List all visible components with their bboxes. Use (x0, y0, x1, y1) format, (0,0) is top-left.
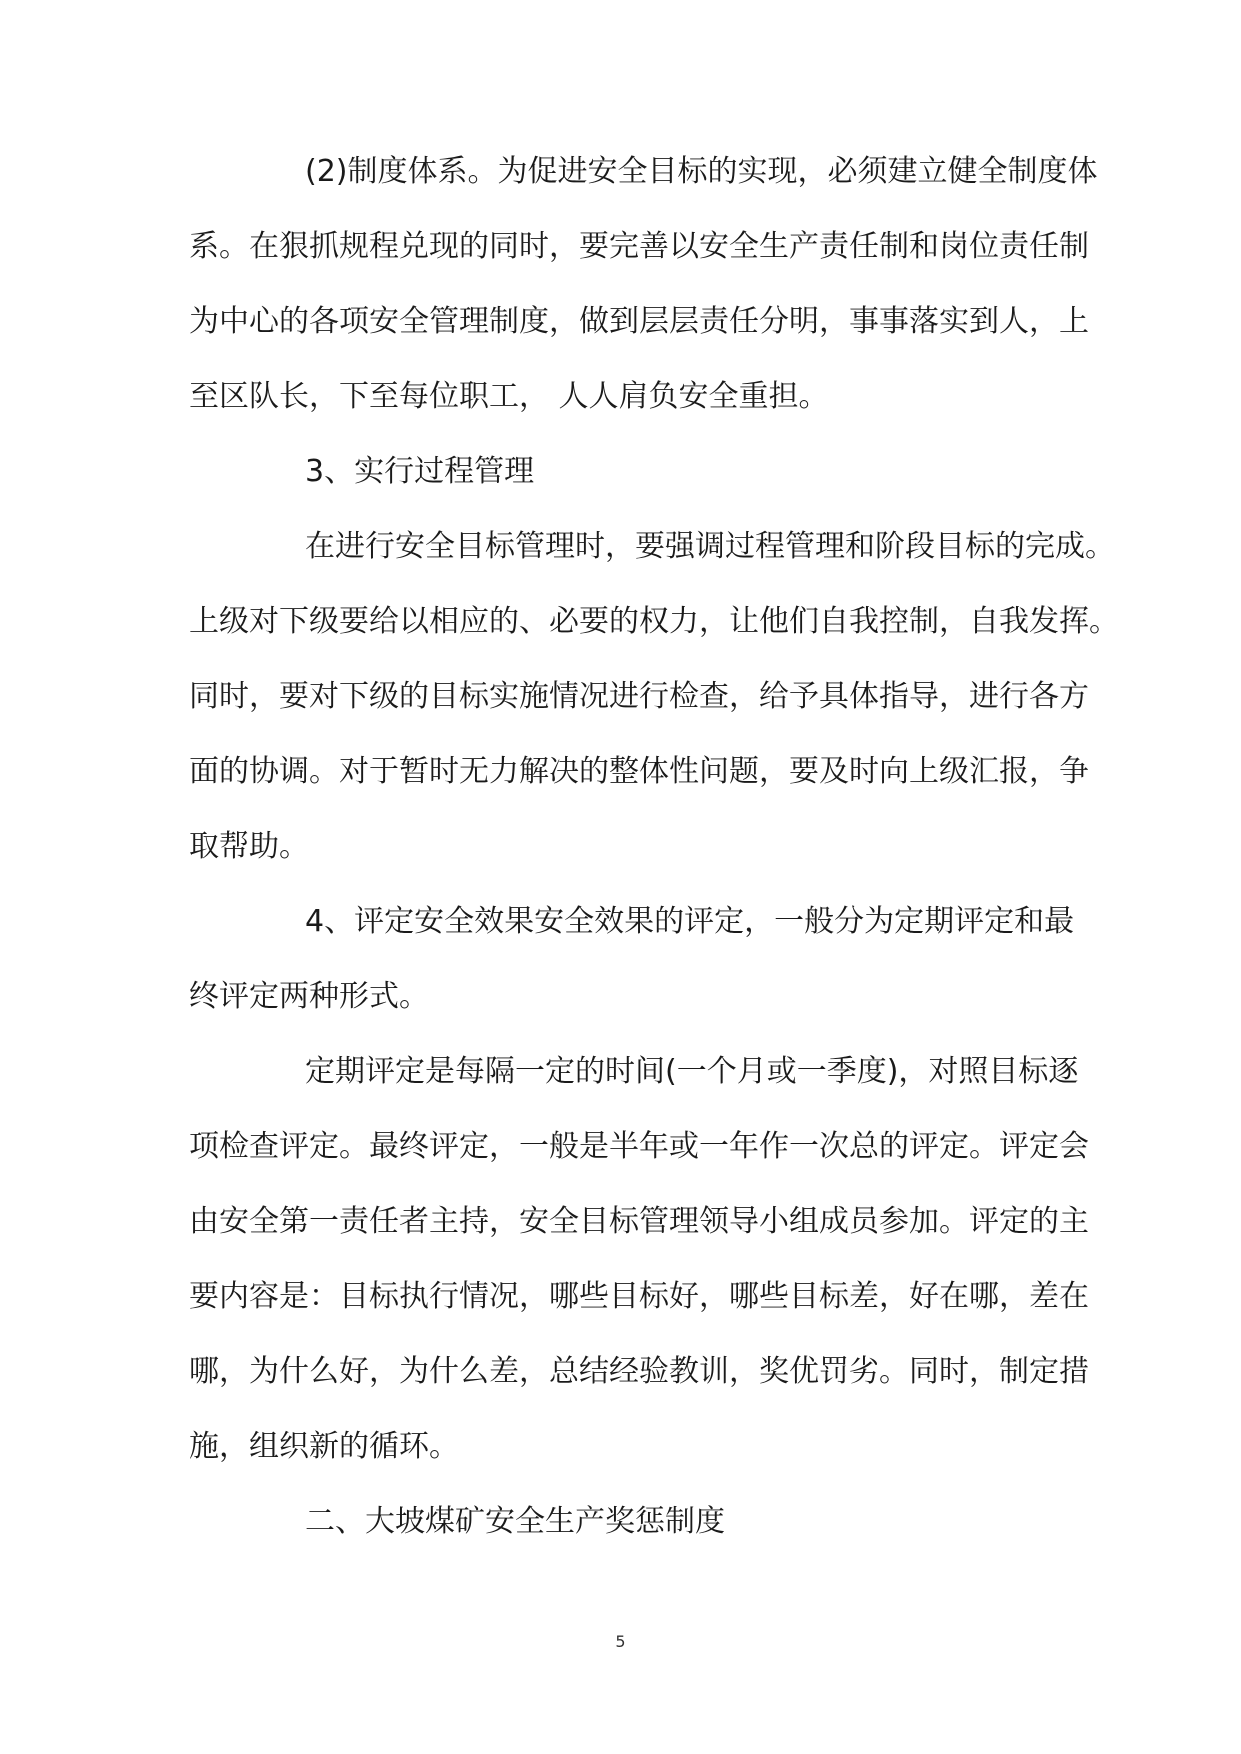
paragraph-line: 面的协调。对于暂时无力解决的整体性问题，要及时向上级汇报，争 (189, 754, 1089, 789)
paragraph-line: 为中心的各项安全管理制度，做到层层责任分明，事事落实到人，上 (189, 304, 1089, 339)
paragraph-line: 至区队长，下至每位职工， 人人肩负安全重担。 (189, 379, 829, 414)
paragraph-line: 在进行安全目标管理时，要强调过程管理和阶段目标的完成。 (305, 529, 1115, 564)
paragraph-line: 要内容是：目标执行情况，哪些目标好，哪些目标差，好在哪，差在 (189, 1279, 1089, 1314)
section-heading: 二、大坡煤矿安全生产奖惩制度 (305, 1504, 725, 1539)
paragraph-line: 上级对下级要给以相应的、必要的权力，让他们自我控制，自我发挥。 (189, 604, 1119, 639)
section-heading: 3、实行过程管理 (305, 454, 535, 489)
paragraph-line: (2)制度体系。为促进安全目标的实现，必须建立健全制度体 (305, 154, 1098, 189)
paragraph-line: 施，组织新的循环。 (189, 1429, 459, 1464)
paragraph-line: 项检查评定。最终评定，一般是半年或一年作一次总的评定。评定会 (189, 1129, 1089, 1164)
page-number: 5 (615, 1632, 626, 1651)
paragraph-line: 同时，要对下级的目标实施情况进行检查，给予具体指导，进行各方 (189, 679, 1089, 714)
paragraph-line: 4、评定安全效果安全效果的评定，一般分为定期评定和最 (305, 904, 1075, 939)
paragraph-line: 系。在狠抓规程兑现的同时，要完善以安全生产责任制和岗位责任制 (189, 229, 1089, 264)
paragraph-line: 定期评定是每隔一定的时间(一个月或一季度)，对照目标逐 (305, 1054, 1079, 1089)
paragraph-line: 哪，为什么好，为什么差，总结经验教训，奖优罚劣。同时，制定措 (189, 1354, 1089, 1389)
paragraph-line: 取帮助。 (189, 829, 309, 864)
paragraph-line: 由安全第一责任者主持，安全目标管理领导小组成员参加。评定的主 (189, 1204, 1089, 1239)
paragraph-line: 终评定两种形式。 (189, 979, 429, 1014)
